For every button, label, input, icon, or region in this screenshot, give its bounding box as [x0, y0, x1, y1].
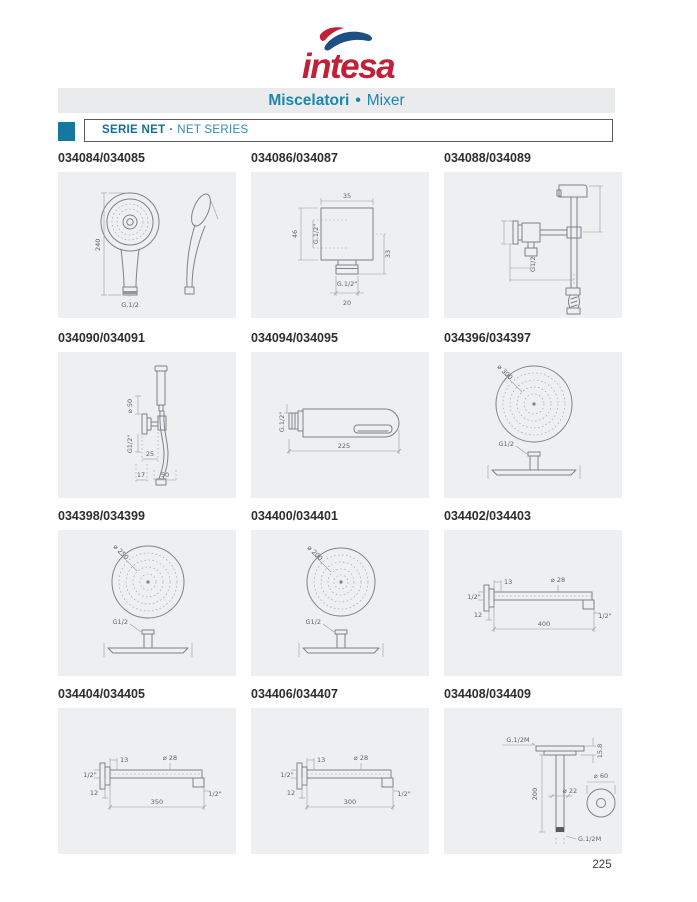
dim-flange-diameter: ⌀ 50	[126, 398, 134, 414]
hand-shower-drawing	[58, 172, 236, 318]
dim-length: 225	[337, 442, 351, 450]
product-code: 034084/034085	[58, 151, 145, 165]
dim-length: 300	[343, 798, 357, 806]
product-code: 034408/034409	[444, 687, 531, 701]
dim-thread-wall: 1/2"	[467, 593, 481, 601]
dim-length: 400	[537, 620, 551, 628]
product-034088-034089	[444, 150, 622, 318]
product-code: 034400/034401	[251, 509, 338, 523]
rain-head-drawing	[58, 530, 236, 676]
dim-drop: 12	[286, 789, 296, 797]
product-code: 034086/034087	[251, 151, 338, 165]
dim-thread: G.1/2"	[278, 411, 286, 433]
technical-drawing-panel	[58, 530, 236, 676]
dim-flange-depth: 13	[120, 756, 129, 764]
dim-thread-end: 1/2"	[397, 790, 411, 798]
dim-flange-diameter: ⌀ 28	[353, 754, 369, 762]
dim-head-diameter: ⌀ 300	[495, 362, 515, 382]
dim-flange-diameter: ⌀ 28	[162, 754, 178, 762]
product-code: 034406/034407	[251, 687, 338, 701]
technical-drawing-panel	[58, 708, 236, 854]
dim-a: 17	[136, 471, 146, 479]
product-code: 034398/034399	[58, 509, 145, 523]
dim-thread: G1/2	[498, 440, 514, 448]
brand-name: intesa	[301, 47, 395, 86]
product-code: 034396/034397	[444, 331, 531, 345]
shower-arm-drawing	[58, 708, 236, 854]
dim-flange-diameter: ⌀ 60	[593, 772, 609, 780]
series-header	[84, 119, 613, 142]
technical-drawing-panel	[251, 172, 429, 318]
dim-thread-top: G.1/2M	[506, 736, 530, 744]
dim-thread-side: G.1/2"	[312, 223, 320, 245]
category-bullet: •	[355, 92, 361, 109]
dim-thread-wall: 1/2"	[280, 771, 294, 779]
shut-off-valve-set-drawing	[444, 172, 622, 318]
technical-drawing-panel	[444, 352, 622, 498]
product-034090-034091	[58, 330, 236, 498]
dim-thread: G1/2"	[126, 434, 134, 454]
ceiling-arm-drawing	[444, 708, 622, 854]
dim-thread-end: 1/2"	[208, 790, 222, 798]
dim-width-bottom: 20	[342, 299, 352, 307]
dim-offset: 25	[145, 450, 155, 458]
dim-thread: G1/2	[529, 256, 537, 272]
dim-drop: 12	[473, 611, 483, 619]
product-034400-034401	[251, 508, 429, 676]
rain-head-drawing	[444, 352, 622, 498]
product-034086-034087	[251, 150, 429, 318]
product-034408-034409	[444, 686, 622, 854]
product-code: 034088/034089	[444, 151, 531, 165]
series-marker	[58, 122, 75, 141]
dim-thread-wall: 1/2"	[83, 771, 97, 779]
technical-drawing-panel	[444, 172, 622, 318]
technical-drawing-panel	[251, 352, 429, 498]
series-title-en: NET SERIES	[177, 124, 249, 136]
dim-length: 240	[94, 238, 102, 251]
rain-head-drawing	[251, 530, 429, 676]
wall-elbow-drawing	[251, 172, 429, 318]
technical-drawing-panel	[444, 530, 622, 676]
dim-drop: 12	[89, 789, 99, 797]
product-code: 034094/034095	[251, 331, 338, 345]
dim-thread: G1/2	[112, 618, 128, 626]
shower-arm-drawing	[444, 530, 622, 676]
product-034094-034095	[251, 330, 429, 498]
dim-thread: G1/2	[305, 618, 321, 626]
dim-thread: G.1/2	[121, 301, 139, 309]
category-band	[58, 88, 615, 113]
dim-b: 50	[160, 471, 170, 479]
dim-plate-depth: 15.8	[596, 743, 604, 759]
series-title-it: SERIE NET	[102, 124, 166, 136]
series-dot: ·	[169, 124, 174, 136]
product-code: 034090/034091	[58, 331, 145, 345]
product-code: 034404/034405	[58, 687, 145, 701]
dim-length: 200	[531, 787, 539, 801]
technical-drawing-panel	[58, 172, 236, 318]
category-title-it: Miscelatori	[268, 92, 350, 109]
technical-drawing-panel	[251, 530, 429, 676]
dim-flange-depth: 13	[317, 756, 326, 764]
shower-kit-drawing	[58, 352, 236, 498]
intesa-logo	[293, 26, 403, 84]
dim-tube-diameter: ⌀ 22	[562, 787, 578, 795]
category-title-en: Mixer	[366, 92, 405, 109]
product-034402-034403	[444, 508, 622, 676]
dim-width-top: 35	[342, 192, 352, 200]
technical-drawing-panel	[58, 352, 236, 498]
page-number: 225	[592, 859, 612, 871]
dim-flange-depth: 13	[504, 578, 513, 586]
product-034398-034399	[58, 508, 236, 676]
technical-drawing-panel	[444, 708, 622, 854]
dim-height-left: 46	[291, 229, 299, 239]
product-034396-034397	[444, 330, 622, 498]
dim-height-right: 33	[384, 249, 392, 259]
dim-flange-diameter: ⌀ 28	[550, 576, 566, 584]
dim-head-diameter: ⌀ 250	[111, 542, 131, 562]
dim-thread-bottom: G.1/2M	[578, 835, 602, 843]
dim-head-diameter: ⌀ 200	[305, 543, 325, 563]
shower-arm-drawing	[251, 708, 429, 854]
product-code: 034402/034403	[444, 509, 531, 523]
product-034404-034405	[58, 686, 236, 854]
technical-drawing-panel	[251, 708, 429, 854]
product-034406-034407	[251, 686, 429, 854]
stick-shower-drawing	[251, 352, 429, 498]
dim-length: 350	[150, 798, 164, 806]
product-034084-034085	[58, 150, 236, 318]
dim-thread-end: 1/2"	[598, 612, 612, 620]
dim-thread-bottom: G.1/2"	[336, 280, 358, 288]
